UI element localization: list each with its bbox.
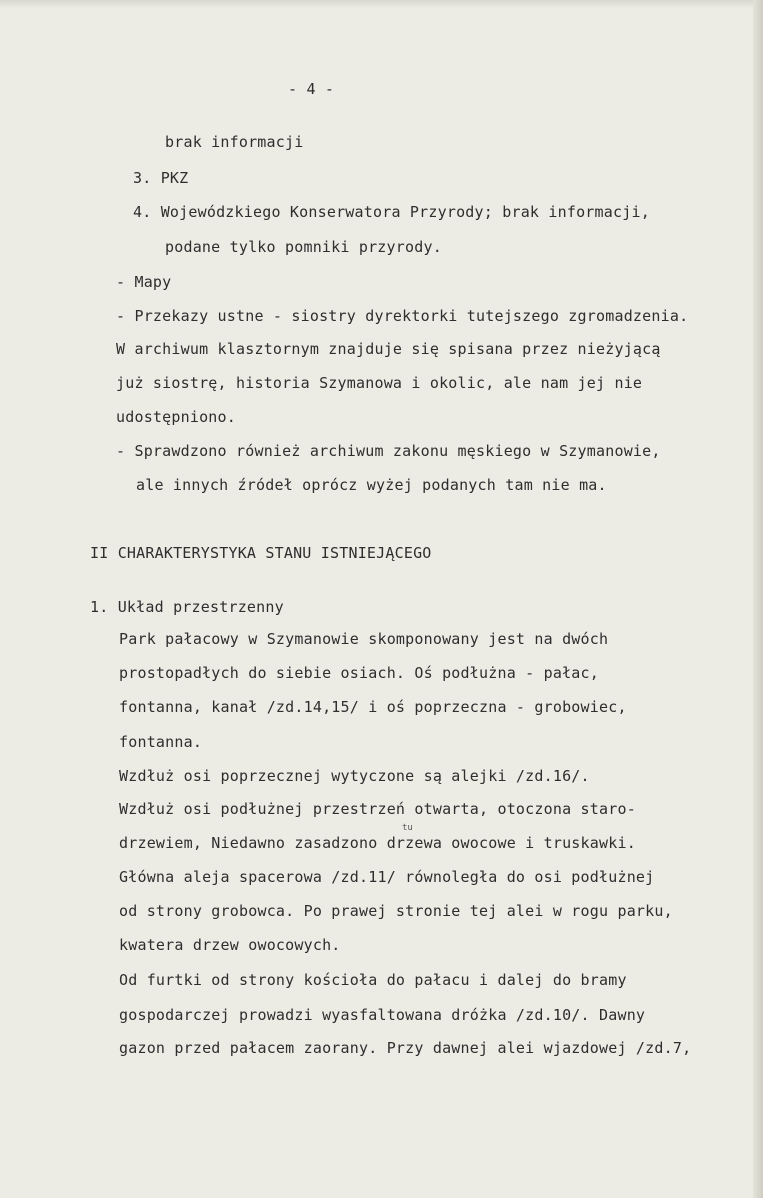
text-line: brak informacji: [165, 133, 304, 151]
text-line: Wzdłuż osi poprzecznej wytyczone są alejki /zd.16/.: [119, 767, 590, 785]
text-line: gospodarczej prowadzi wyasfaltowana dróżka /zd.10/. Dawny: [119, 1006, 646, 1024]
text-line: Od furtki od strony kościoła do pałacu i dalej do bramy: [119, 971, 627, 989]
text-line: gazon przed pałacem zaorany. Przy dawnej alei wjazdowej /zd.7,: [119, 1039, 692, 1057]
interlinear-correction: tu: [402, 823, 413, 833]
text-line: Wzdłuż osi podłużnej przestrzeń otwarta, otoczona staro-: [119, 800, 636, 818]
subsection-heading: 1. Układ przestrzenny: [90, 598, 284, 616]
text-line: W archiwum klasztornym znajduje się spisana przez nieżyjącą: [116, 340, 661, 358]
text-line: kwatera drzew owocowych.: [119, 936, 341, 954]
page-top-edge: [0, 0, 763, 8]
page-number: - 4 -: [288, 80, 335, 98]
list-item-4: 4. Wojewódzkiego Konserwatora Przyrody; brak informacji,: [133, 203, 650, 221]
text-line: prostopadłych do siebie osiach. Oś podłużna - pałac,: [119, 664, 599, 682]
text-line: udostępniono.: [116, 408, 236, 426]
list-item-3: 3. PKZ: [133, 169, 189, 187]
text-line: ale innych źródeł oprócz wyżej podanych tam nie ma.: [136, 476, 607, 494]
text-line: drzewiem, Niedawno zasadzono drzewa owocowe i truskawki.: [119, 834, 636, 852]
page-right-edge: [753, 0, 763, 1198]
bullet-item-oral-accounts: - Przekazy ustne - siostry dyrektorki tutejszego zgromadzenia.: [116, 307, 689, 325]
text-line: już siostrę, historia Szymanowa i okolic, ale nam jej nie: [116, 374, 643, 392]
bullet-item-archive: - Sprawdzono również archiwum zakonu męskiego w Szymanowie,: [116, 442, 661, 460]
text-line: Główna aleja spacerowa /zd.11/ równoległa do osi podłużnej: [119, 868, 655, 886]
bullet-item-maps: - Mapy: [116, 273, 172, 291]
text-line: Park pałacowy w Szymanowie skomponowany jest na dwóch: [119, 630, 609, 648]
text-line: fontanna, kanał /zd.14,15/ i oś poprzeczna - grobowiec,: [119, 698, 627, 716]
text-line: od strony grobowca. Po prawej stronie tej alei w rogu parku,: [119, 902, 673, 920]
text-line: podane tylko pomniki przyrody.: [165, 238, 442, 256]
text-line: fontanna.: [119, 733, 203, 751]
section-heading: II CHARAKTERYSTYKA STANU ISTNIEJĄCEGO: [90, 544, 432, 562]
